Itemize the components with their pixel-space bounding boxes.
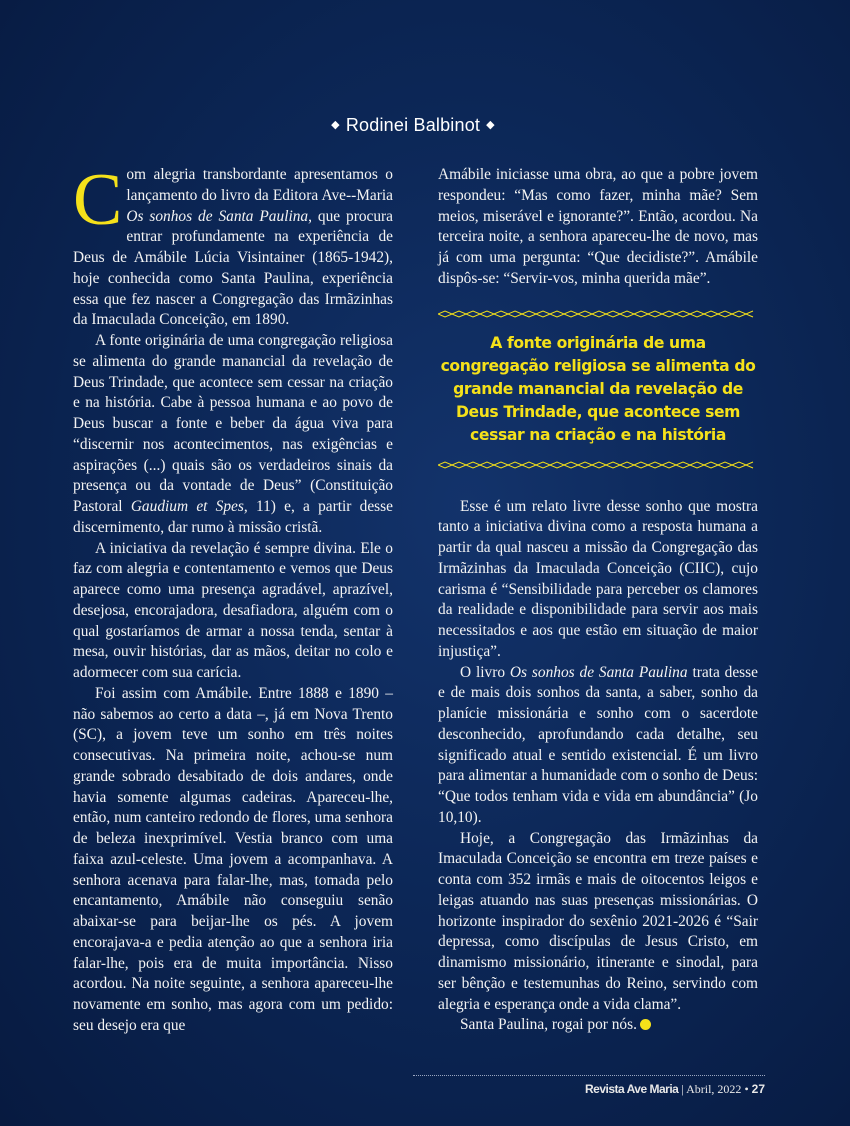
issue-date: Abril, 2022: [686, 1082, 742, 1096]
paragraph-closing: [438, 1015, 758, 1036]
pull-quote: [438, 310, 758, 469]
article-column-left: [73, 159, 394, 1037]
footer-divider: [413, 1075, 765, 1076]
text: A fonte originária de uma congregação religiosa se alimenta do grande manancial da revelação de Deus Trindade, que acontece sem cessar na criação e na história. Cabe à pessoa humana e ao povo de Deus buscar a fonte e beber da água viva para “discernir nos acontecimentos, nas exigências e aspirações (...) quais são os verdadeiros sinais da presença ou da vontade de Deus” (Constituição Pastoral: [73, 332, 393, 515]
pull-quote-text: A fonte originária de uma congregação religiosa se alimenta do grande manancial da revelação de Deus Trindade, que acontece sem cessar na criação e na história: [440, 333, 756, 444]
diamond-icon: ◆: [486, 119, 495, 131]
diamond-border-bottom: [438, 461, 758, 469]
page-number: 27: [751, 1082, 765, 1096]
paragraph: [73, 331, 393, 539]
article-column-right: [438, 165, 758, 1036]
author-byline: [0, 115, 826, 136]
drop-cap: C: [73, 159, 123, 241]
text: , que procura entrar profundamente na experiência de Deus de Amábile Lúcia Visintainer (1865-1942), hoje conhecida como Santa Paulina, experiência essa que fez nascer a Congregação das Irmãzinhas da Imaculada Conceição, em 1890.: [73, 207, 394, 329]
diamond-icon: ◆: [331, 119, 340, 131]
footer-bullet: •: [744, 1082, 749, 1096]
text: Santa Paulina, rogai por nós.: [460, 1016, 637, 1034]
footer-separator: |: [681, 1082, 684, 1096]
book-title: Os sonhos de Santa Paulina: [509, 663, 688, 681]
end-mark-icon: [640, 1019, 651, 1030]
text: om alegria transbordante apresentamos o lançamento do livro da Editora Ave--Maria: [126, 166, 393, 204]
citation-title: Gaudium et Spes: [130, 498, 244, 515]
text: , 11) e, a partir desse discernimento, dar rumo à missão cristã.: [73, 498, 393, 536]
author-name: Rodinei Balbinot: [345, 115, 481, 135]
paragraph-intro: [73, 159, 394, 331]
magazine-name: Revista Ave Maria: [585, 1082, 679, 1096]
diamond-border-top: [438, 310, 758, 318]
paragraph: [438, 663, 758, 829]
book-title: Os sonhos de Santa Paulina: [126, 207, 309, 225]
paragraph-continued: Amábile iniciasse uma obra, ao que a pobre jovem respondeu: “Mas como fazer, minha mãe? Sem meios, miserável e ignorante?”. Então, acordou. Na terceira noite, a senhora apareceu-lhe de novo, mas já com uma pergunta: “Que decidiste?”. Amábile dispôs-se: “Servir-vos, minha querida mãe”.: [438, 166, 758, 287]
paragraph: Esse é um relato livre desse sonho que mostra tanto a iniciativa divina como a resposta humana a partir da qual nasceu a missão da Congregação das Irmãzinhas da Imaculada Conceição (CIIC), cujo carisma é “Sensibilidade para perceber os clamores da realidade e disponibilidade para servir aos mais necessitados e aos que estão em situação de maior injustiça”.: [438, 497, 758, 660]
text: O livro: [460, 663, 510, 681]
paragraph: A iniciativa da revelação é sempre divina. Ele o faz com alegria e contentamento e vemos que Deus aparece como uma presença agradável, aprazível, desejosa, encorajadora, desafiadora, alguém com o qual gostaríamos de armar a nossa tenda, sentar à mesa, ouvir histórias, dar as mãos, deitar no colo e adormecer com sua carícia.: [73, 539, 393, 681]
paragraph: Hoje, a Congregação das Irmãzinhas da Imaculada Conceição se encontra em treze países e conta com 352 irmãs e mais de oitocentos leigos e leigas atuando nas suas presenças missionárias. O horizonte inspirador do sexênio 2021-2026 é “Sair depressa, como discípulas de Jesus Cristo, em dinamismo missionário, itinerante e sinodal, para ser bênção e testemunhas do Reino, servindo com alegria e esperança onde a vida clama”.: [438, 829, 758, 1013]
paragraph: Foi assim com Amábile. Entre 1888 e 1890 – não sabemos ao certo a data –, já em Nova Trento (SC), a jovem teve um sonho em três noites consecutivas. Na primeira noite, achou-se num grande sobrado desabitado de dois andares, onde havia somente algumas cadeiras. Apareceu-lhe, então, num canteiro redondo de flores, uma senhora de beleza inexprimível. Vestia branco com uma faixa azul-celeste. Uma jovem a acompanhava. A senhora acenava para falar-lhe, mas, tomada pelo encantamento, Amábile não conseguiu senão abaixar-se para beijar-lhe os pés. A jovem encorajava-a e pedia atenção ao que a senhora iria falar-lhe, pois era de muita importância. Nisso acordou. Na noite seguinte, a senhora apareceu-lhe novamente em sonho, mas agora com um pedido: seu desejo era que: [73, 684, 393, 1034]
page-footer: [585, 1082, 765, 1097]
text: trata desse e de mais dois sonhos da santa, a saber, sonho da planície missionária e sonho com o sacerdote desconhecido, aprofundando cada detalhe, seu significado atual e sentido existencial. É um livro para alimentar a humanidade com o sonho de Deus: “Que todos tenham vida e vida em abundância” (Jo 10,10).: [438, 663, 758, 826]
